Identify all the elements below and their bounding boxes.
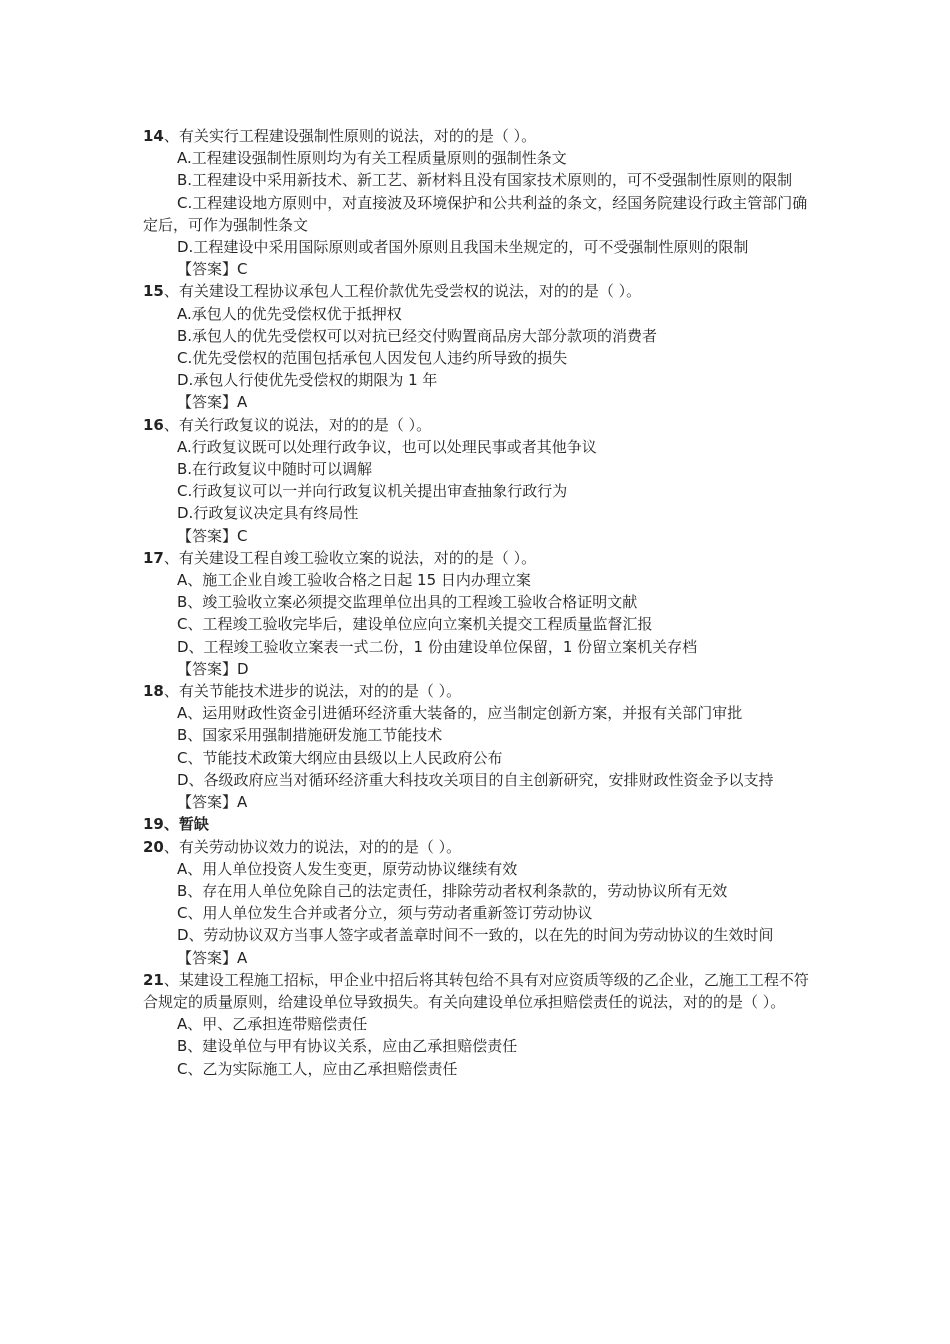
question-stem: 14、有关实行工程建设强制性原则的说法，对的的是（ ）。: [143, 127, 537, 145]
question-answer: 【答案】A: [177, 393, 248, 412]
question-option: B.承包人的优先受偿权可以对抗已经交付购置商品房大部分款项的消费者: [177, 326, 658, 345]
question-number: 16: [143, 415, 164, 434]
question-option: A、运用财政性资金引进循环经济重大装备的，应当制定创新方案，并报有关部门审批: [177, 704, 743, 723]
question-answer: 【答案】A: [177, 793, 248, 812]
question-option: D.行政复议决定具有终局性: [177, 504, 359, 523]
question-answer: 【答案】A: [177, 948, 248, 967]
question-number: 18: [143, 682, 164, 701]
question-option: B、建设单位与甲有协议关系，应由乙承担赔偿责任: [177, 1037, 518, 1056]
question-option: C.行政复议可以一并向行政复议机关提出审查抽象行政行为: [177, 482, 568, 501]
question-option: B.在行政复议中随时可以调解: [177, 460, 373, 479]
question-option: D.承包人行使优先受偿权的期限为 1 年: [177, 371, 438, 390]
question-number: 15: [143, 282, 164, 301]
question-stem: 17、有关建设工程自竣工验收立案的说法，对的的是（ ）。: [143, 548, 537, 567]
question-option: A.工程建设强制性原则均为有关工程质量原则的强制性条文: [177, 149, 567, 168]
question-stem: 19、暂缺: [143, 815, 209, 834]
question-stem: 16、有关行政复议的说法，对的的是（ ）。: [143, 415, 432, 434]
question-option: D.工程建设中采用国际原则或者国外原则且我国未坐规定的，可不受强制性原则的限制: [177, 238, 749, 257]
question-stem: 21、某建设工程施工招标，甲企业中招后将其转包给不具有对应资质等级的乙企业，乙施工工程不符合规定的质量原则，给建设单位导致损失。有关向建设单位承担赔偿责任的说法，对的的是（ ）。: [143, 970, 809, 1011]
question-stem: 20、有关劳动协议效力的说法，对的的是（ ）。: [143, 837, 462, 856]
question-option: A、施工企业自竣工验收合格之日起 15 日内办理立案: [177, 571, 531, 590]
question-answer: 【答案】D: [177, 659, 249, 678]
question-option: A、甲、乙承担连带赔偿责任: [177, 1015, 368, 1034]
question-number: 19: [143, 815, 164, 834]
question-answer: 【答案】C: [177, 260, 248, 279]
question-number: 21: [143, 970, 164, 989]
question-option: C.工程建设地方原则中，对直接波及环境保护和公共利益的条文，经国务院建设行政主管部门确定后，可作为强制性条文: [143, 193, 808, 234]
document-page: [143, 125, 813, 1080]
question-option: B、存在用人单位免除自己的法定责任，排除劳动者权利条款的，劳动协议所有无效: [177, 881, 728, 900]
question-option: C、工程竣工验收完毕后，建设单位应向立案机关提交工程质量监督汇报: [177, 615, 653, 634]
question-number: 14: [143, 127, 164, 145]
question-option: A.行政复议既可以处理行政争议，也可以处理民事或者其他争议: [177, 437, 597, 456]
question-option: B.工程建设中采用新技术、新工艺、新材料且没有国家技术原则的，可不受强制性原则的限制: [177, 171, 793, 190]
question-option: B、竣工验收立案必须提交监理单位出具的工程竣工验收合格证明文献: [177, 593, 638, 612]
question-stem: 18、有关节能技术进步的说法，对的的是（ ）。: [143, 682, 462, 701]
question-option: D、各级政府应当对循环经济重大科技攻关项目的自主创新研究，安排财政性资金予以支持: [177, 770, 774, 789]
question-stem: 15、有关建设工程协议承包人工程价款优先受尝权的说法，对的的是（ ）。: [143, 282, 642, 301]
question-option: D、劳动协议双方当事人签字或者盖章时间不一致的，以在先的时间为劳动协议的生效时间: [177, 926, 774, 945]
question-option: C、节能技术政策大纲应由县级以上人民政府公布: [177, 748, 503, 767]
question-number: 20: [143, 837, 164, 856]
question-option: A.承包人的优先受偿权优于抵押权: [177, 304, 402, 323]
question-number: 17: [143, 548, 164, 567]
question-option: C、乙为实际施工人，应由乙承担赔偿责任: [177, 1059, 458, 1078]
question-option: D、工程竣工验收立案表一式二份，1 份由建设单位保留，1 份留立案机关存档: [177, 637, 698, 656]
question-option: C.优先受偿权的范围包括承包人因发包人违约所导致的损失: [177, 349, 568, 368]
question-option: B、国家采用强制措施研发施工节能技术: [177, 726, 443, 745]
question-option: C、用人单位发生合并或者分立，须与劳动者重新签订劳动协议: [177, 904, 593, 923]
question-option: A、用人单位投资人发生变更，原劳动协议继续有效: [177, 859, 518, 878]
question-answer: 【答案】C: [177, 526, 248, 545]
